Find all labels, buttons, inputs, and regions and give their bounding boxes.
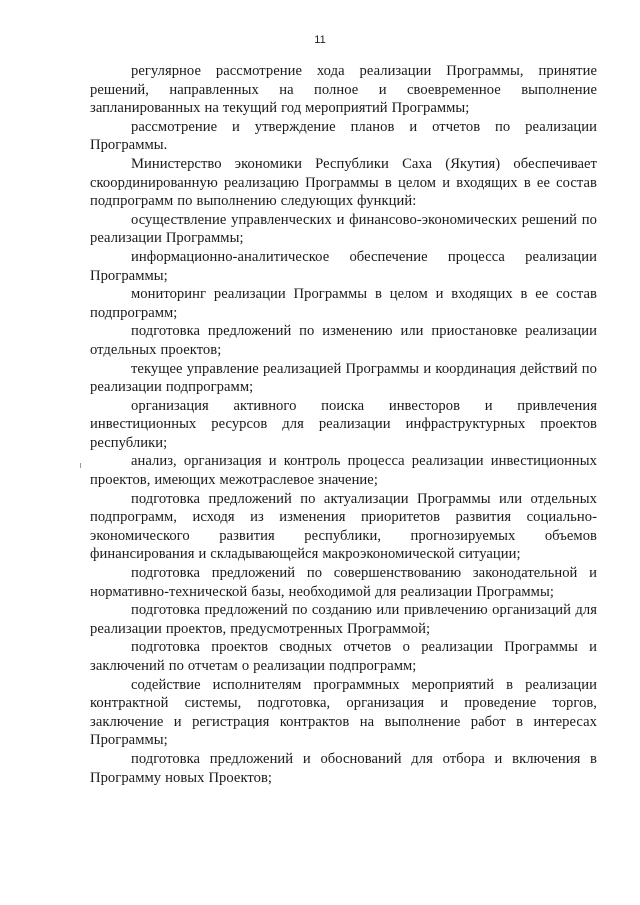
paragraph: рассмотрение и утверждение планов и отчетов по реализации Программы.: [90, 118, 597, 154]
paragraph: мониторинг реализации Программы в целом и входящих в ее состав подпрограмм;: [90, 286, 597, 321]
paragraph: подготовка предложений и обоснований для отбора и включения в Программу новых Проектов;: [90, 750, 597, 786]
paragraph: анализ, организация и контроль процесса реализации инвестиционных проектов, имеющих межотраслевое значение;: [90, 453, 597, 489]
paragraph: Министерство экономики Республики Саха (Якутия) обеспечивает скоординированную реализацию Программы в целом и входящих в ее состав подпрограмм по выполнению следующих функций:: [90, 155, 597, 210]
paragraph: подготовка предложений по изменению или приостановке реализации отдельных проектов;: [90, 323, 597, 358]
paragraph: текущее управление реализацией Программы и координация действий по реализации подпрограмм;: [90, 360, 597, 396]
body-text: [90, 62, 597, 787]
paragraph: информационно-аналитическое обеспечение процесса реализации Программы;: [90, 248, 597, 284]
paragraph: подготовка проектов сводных отчетов о реализации Программы и заключений по отчетам о реализации подпрограмм;: [90, 639, 597, 674]
paragraph: содействие исполнителям программных мероприятий в реализации контрактной системы, подготовка, организация и проведение торгов, заключение и регистрация контрактов на выполнение работ в интересах Программы;: [90, 676, 597, 749]
paragraph: регулярное рассмотрение хода реализации Программы, принятие решений, направленных на полное и своевременное выполнение запланированных на текущий год мероприятий Программы;: [90, 63, 597, 117]
paragraph: подготовка предложений по совершенствованию законодательной и нормативно-технической базы, необходимой для реализации Программы;: [90, 565, 597, 600]
page-number: 11: [314, 34, 326, 46]
paragraph: подготовка предложений по актуализации Программы или отдельных подпрограмм, исходя из изменения приоритетов развития социально-экономического развития республики, прогнозируемых объемов финансирования и складывающейся макроэкономической ситуации;: [90, 490, 597, 563]
paragraph: подготовка предложений по созданию или привлечению организаций для реализации проектов, предусмотренных Программой;: [90, 602, 597, 637]
paragraph: организация активного поиска инвесторов и привлечения инвестиционных ресурсов для реализации инфраструктурных проектов республики;: [90, 397, 597, 451]
paragraph: осуществление управленческих и финансово-экономических решений по реализации Программы;: [90, 211, 597, 247]
scan-mark: [80, 463, 81, 468]
